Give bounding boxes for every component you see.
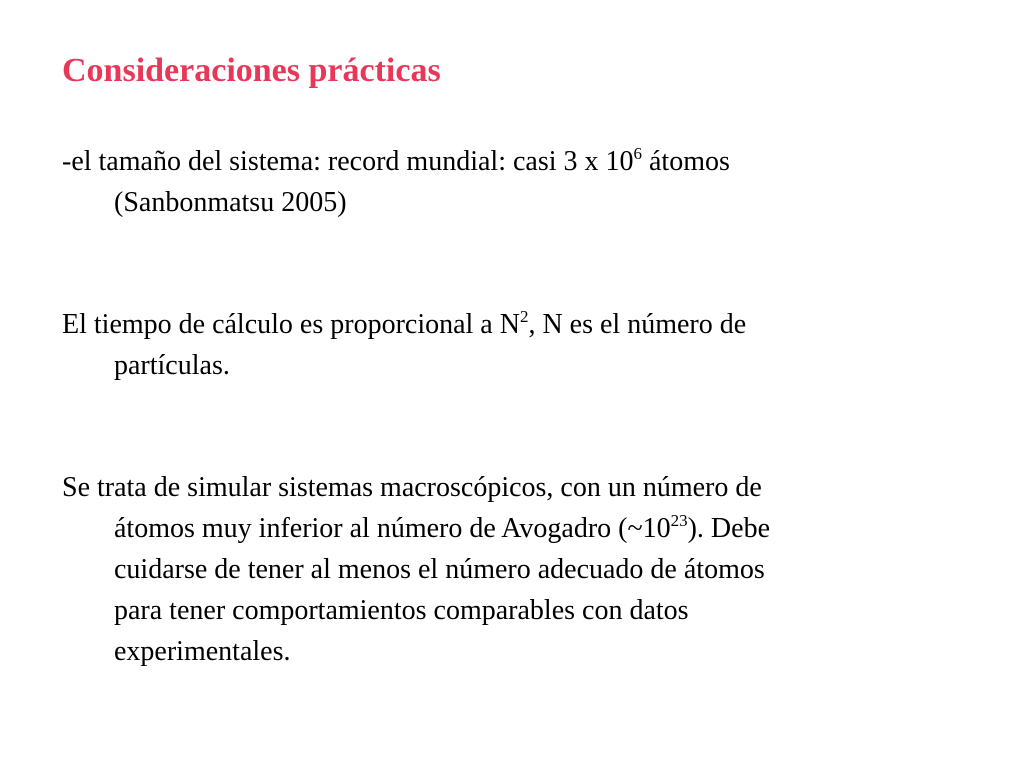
superscript: 6 — [633, 144, 642, 163]
paragraph-line — [62, 141, 942, 182]
text-run: átomos muy inferior al número de Avogadro (~10 — [114, 513, 671, 544]
paragraph-line: Se trata de simular sistemas macroscópicos, con un número de — [62, 472, 762, 503]
paragraph-computation-time — [62, 304, 942, 386]
superscript: 23 — [670, 511, 688, 530]
text-run: -el tamaño del sistema: record mundial: casi 3 x 10 — [62, 146, 634, 177]
paragraph-macroscopic-systems — [62, 467, 942, 672]
slide-title: Consideraciones prácticas — [62, 52, 441, 89]
text-run: , N es el número de — [528, 309, 747, 340]
paragraph-line — [62, 304, 942, 345]
paragraph-line: partículas. — [114, 350, 230, 381]
paragraph-line: (Sanbonmatsu 2005) — [114, 187, 347, 218]
paragraph-line: cuidarse de tener al menos el número adecuado de átomos — [114, 554, 765, 585]
paragraph-line: para tener comportamientos comparables con datos — [114, 595, 689, 626]
text-run: El tiempo de cálculo es proporcional a N — [62, 309, 520, 340]
superscript: 2 — [519, 307, 529, 326]
paragraph-line: experimentales. — [114, 636, 291, 667]
paragraph-system-size — [62, 141, 942, 223]
text-run: átomos — [642, 146, 730, 177]
text-run: ). Debe — [687, 513, 771, 544]
paragraph-line — [62, 508, 942, 549]
